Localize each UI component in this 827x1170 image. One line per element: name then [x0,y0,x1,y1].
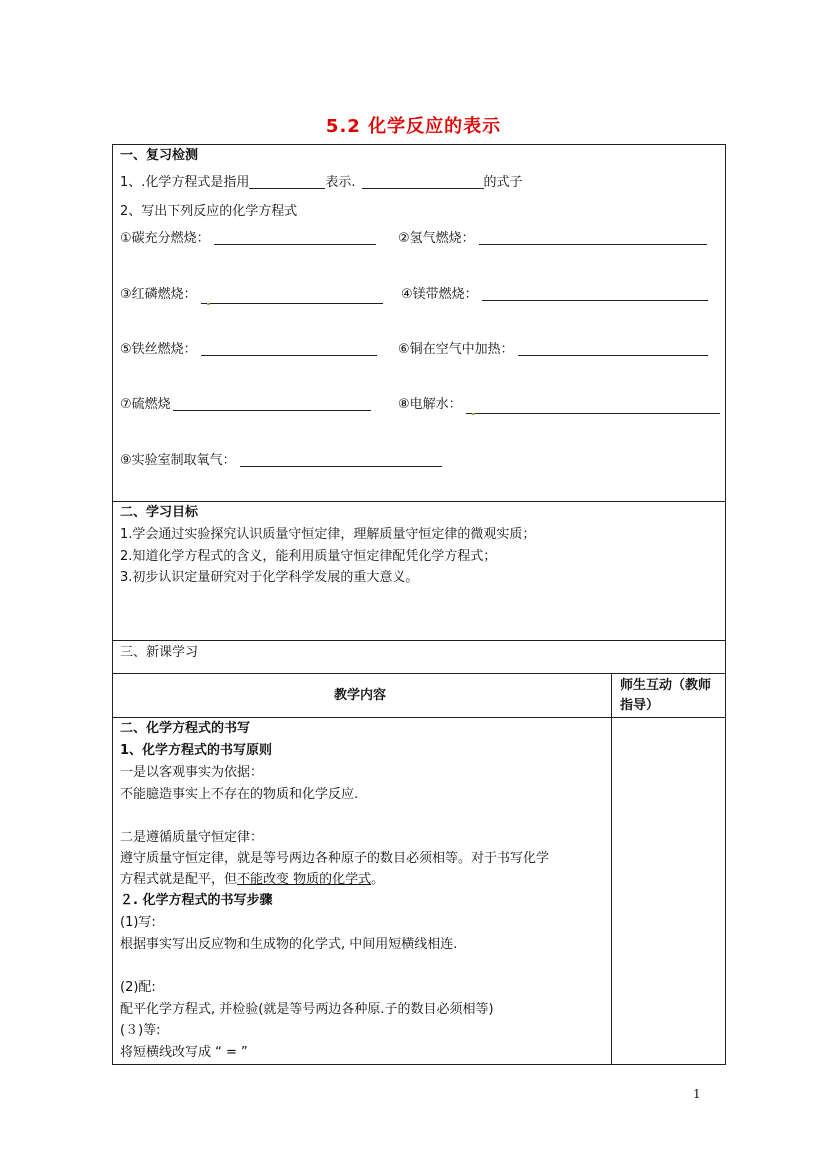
content-text: 不能臆造事实上不存在的物质和化学反应. [120,787,359,802]
page-number: 1 [693,1087,701,1101]
reaction-item [120,396,371,414]
reaction-label: ①碳充分燃烧： [120,231,210,246]
step-label: (1)写: [120,915,156,930]
content-text-part: 。 [371,872,385,887]
column-header-interaction: 师生互动（教师 [620,678,712,693]
column-divider [611,673,612,1065]
content-text: 遵守质量守恒定律，就是等号两边各种原子的数目必须相等。对于书写化学 [120,851,550,866]
q1-prefix: 1、.化学方程式是指用 [120,175,250,190]
answer-blank[interactable] [173,396,371,411]
answer-blank[interactable] [518,341,708,356]
reaction-label: ⑥铜在空气中加热： [398,342,514,357]
scan-mark [207,303,210,305]
column-header-interaction-cont: 指导） [620,698,660,713]
answer-blank[interactable] [240,452,442,467]
step-text: 配平化学方程式, 并检验(就是等号两边各种原.子的数目必须相等) [120,1002,494,1017]
column-header-content: 教学内容 [334,688,387,703]
answer-blank[interactable] [466,399,720,414]
underlined-phrase: 不能改变 物质的化学式 [237,872,372,887]
q1-mid: 表示. [325,175,356,190]
reaction-label: ⑤铁丝燃烧： [120,342,197,357]
goal-line: 3.初步认识定量研究对于化学科学发展的重大意义。 [120,570,419,585]
row-divider [112,501,726,502]
content-text: 二是遵循质量守恒定律： [120,830,264,845]
answer-blank[interactable] [201,289,383,304]
reaction-item [120,286,383,304]
answer-blank[interactable] [479,230,707,245]
content-subheading: 1、化学方程式的书写原则 [120,743,273,758]
scan-mark [472,413,475,415]
reaction-item [120,230,376,248]
reaction-label: ⑦硫燃烧 [120,397,171,412]
page-title: 5.2 化学反应的表示 [325,116,502,137]
reaction-item [120,452,442,470]
answer-blank[interactable] [482,286,708,301]
review-question-1 [120,174,523,192]
answer-blank[interactable] [249,174,325,189]
row-divider [112,673,726,674]
content-heading: 二、化学方程式的书写 [120,721,251,736]
goal-line: 1.学会通过实验探究认识质量守恒定律，理解质量守恒定律的微观实质； [120,527,536,542]
content-text-part: 方程式就是配平，但 [120,872,238,887]
content-subheading: ２. 化学方程式的书写步骤 [120,893,273,908]
row-divider [112,717,726,718]
review-heading: 一、复习检测 [120,148,199,163]
reaction-label: ③红磷燃烧： [120,287,197,302]
reaction-label: ⑨实验室制取氧气： [120,453,236,468]
q1-suffix: 的式子 [483,175,523,190]
reaction-item [120,341,377,359]
review-question-2: 2、写出下列反应的化学方程式 [120,204,298,219]
step-label: (2)配: [120,980,156,995]
reaction-label: ②氢气燃烧： [398,231,475,246]
step-text: 根据事实写出反应物和生成物的化学式, 中间用短横线相连. [120,937,458,952]
row-divider [112,640,726,641]
answer-blank[interactable] [201,341,377,356]
answer-blank[interactable] [214,230,376,245]
reaction-item [398,341,708,359]
reaction-item [398,230,707,248]
worksheet-table [112,144,726,1065]
reaction-item [401,286,708,304]
new-lesson-heading: 三、新课学习 [120,645,199,660]
reaction-item [398,396,720,414]
content-text: 一是以客观事实为依据： [120,765,264,780]
goal-line: 2.知道化学方程式的含义，能利用质量守恒定律配凭化学方程式； [120,549,497,564]
reaction-label: ④镁带燃烧： [401,287,478,302]
reaction-label: ⑧电解水： [398,397,462,412]
goals-heading: 二、学习目标 [120,505,199,520]
step-label: (３)等: [120,1023,161,1038]
content-text [120,871,384,889]
answer-blank[interactable] [362,174,484,189]
step-text: 将短横线改写成 “ = ” [120,1045,248,1060]
